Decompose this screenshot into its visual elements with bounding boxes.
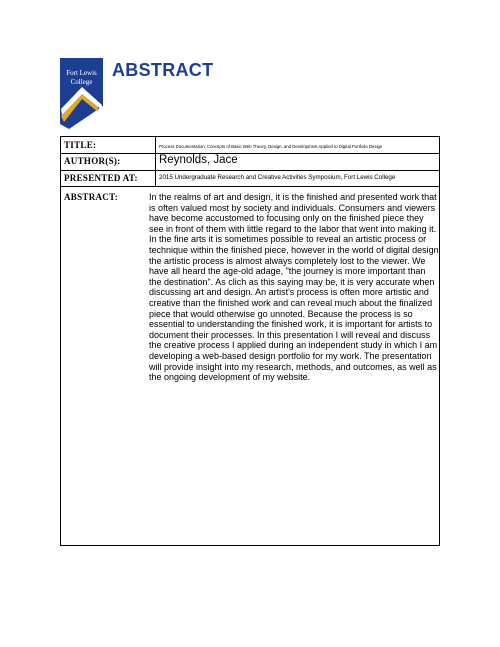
logo-line-1: Fort Lewis bbox=[66, 69, 97, 77]
fort-lewis-college-logo bbox=[60, 58, 103, 129]
title-label: TITLE: bbox=[64, 140, 97, 150]
title-value: Process Documentation: Concepts of Basic Web Theory, Design, and Development Applied to Digital Portfolio Design bbox=[159, 144, 383, 149]
page-heading: ABSTRACT bbox=[112, 60, 214, 80]
logo-line-2: College bbox=[70, 78, 93, 86]
author-row bbox=[61, 153, 439, 171]
logo-shield-icon bbox=[60, 58, 103, 129]
abstract-label: ABSTRACT: bbox=[64, 192, 119, 202]
author-label: AUTHOR(S): bbox=[64, 156, 121, 166]
presented-value: 2015 Undergraduate Research and Creative Activities Symposium, Fort Lewis College bbox=[159, 174, 396, 181]
author-value: Reynolds, Jace bbox=[159, 154, 238, 166]
presented-label: PRESENTED AT: bbox=[64, 173, 138, 183]
title-row bbox=[61, 137, 439, 154]
abstract-form bbox=[60, 136, 440, 546]
presented-row bbox=[61, 170, 439, 187]
abstract-text: In the realms of art and design, it is the finished and presented work that is often valued most by society and individuals. Consumers and viewers have become accustomed to focusing only on the finished piece they see in front of them with little regard to the labor that went into making it. In the fine arts it is sometimes possible to reveal an artistic process or technique within the finished piece, however in the world of digital design the artistic process is almost always completely lost to the viewer. We have all heard the age-old adage, "the journey is more important than the destination". As clich as this saying may be, it is very accurate when discussing art and design. An artist's process is often more artistic and creative than the finished work and can reveal much about the finalized piece that would otherwise go unnoted. Because the process is so essential to understanding the finished work, it is important for artists to document their processes. In this presentation I will reveal and discuss the creative process I applied during an independent study in which I am developing a web-based design portfolio for my work. The presentation will provide insight into my research, methods, and outcomes, as well as the ongoing development of my website. bbox=[149, 192, 439, 383]
